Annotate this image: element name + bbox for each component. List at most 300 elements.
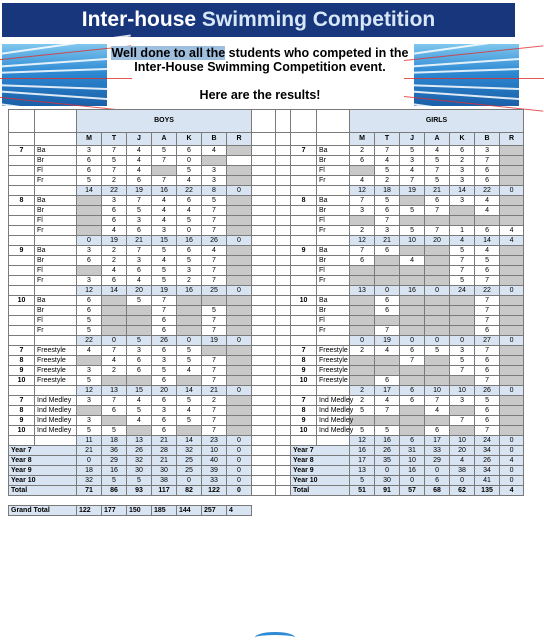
score-cell: 117	[152, 486, 177, 496]
table-row	[9, 146, 524, 156]
gap-cell	[252, 256, 276, 266]
score-cell	[227, 196, 252, 206]
score-cell: 5	[425, 346, 450, 356]
event-cell: Br	[35, 256, 77, 266]
score-cell	[202, 346, 227, 356]
score-cell: 2	[350, 146, 375, 156]
score-cell: 0	[425, 286, 450, 296]
grand-total-cell: 257	[202, 506, 227, 516]
table-row	[9, 206, 524, 216]
score-cell: 19	[102, 236, 127, 246]
score-cell: 2	[102, 366, 127, 376]
gap-cell	[252, 266, 276, 276]
score-cell	[500, 216, 524, 226]
score-cell	[500, 246, 524, 256]
year-cell: 8	[9, 356, 35, 366]
year-cell	[9, 156, 35, 166]
score-cell: 6	[475, 176, 500, 186]
gap-cell	[276, 146, 291, 156]
score-cell	[375, 356, 400, 366]
table-row	[9, 456, 524, 466]
score-cell: 6	[152, 326, 177, 336]
score-cell	[450, 376, 475, 386]
score-cell: 4	[500, 486, 524, 496]
gap-cell	[252, 446, 276, 456]
gap-cell	[276, 326, 291, 336]
table-row	[9, 216, 524, 226]
score-cell: 0	[227, 456, 252, 466]
house-heading: A	[425, 133, 450, 146]
score-cell: 6	[475, 226, 500, 236]
score-cell	[500, 326, 524, 336]
score-cell: 7	[202, 356, 227, 366]
score-cell: 5	[202, 306, 227, 316]
score-cell: 15	[152, 236, 177, 246]
table-row	[9, 156, 524, 166]
score-cell: 6	[375, 306, 400, 316]
table-row	[9, 266, 524, 276]
year-label: Year 8	[291, 456, 350, 466]
score-cell: 4	[102, 356, 127, 366]
score-cell: 19	[202, 336, 227, 346]
score-cell	[425, 306, 450, 316]
score-cell: 16	[177, 286, 202, 296]
score-cell	[400, 306, 425, 316]
score-cell	[202, 156, 227, 166]
year-label: Year 9	[291, 466, 350, 476]
score-cell: 7	[202, 406, 227, 416]
score-cell: 20	[450, 446, 475, 456]
gap-cell	[276, 396, 291, 406]
score-cell	[127, 316, 152, 326]
event-cell: Fr	[317, 326, 350, 336]
score-cell: 15	[127, 386, 152, 396]
score-cell: 5	[177, 346, 202, 356]
score-cell: 4	[102, 266, 127, 276]
table-row	[9, 296, 524, 306]
score-cell	[177, 426, 202, 436]
gap-cell	[276, 166, 291, 176]
swimming-pool-image-left	[2, 44, 107, 106]
score-cell: 4	[152, 196, 177, 206]
total-blank	[291, 236, 317, 246]
score-cell	[102, 376, 127, 386]
girls-heading: GIRLS	[350, 110, 524, 133]
score-cell	[425, 216, 450, 226]
gap-cell	[276, 156, 291, 166]
total-label: Total	[291, 486, 350, 496]
score-cell	[425, 366, 450, 376]
gap-cell	[252, 366, 276, 376]
score-cell: 7	[152, 306, 177, 316]
year-cell: 10	[9, 376, 35, 386]
table-row	[9, 316, 524, 326]
house-heading: M	[77, 133, 102, 146]
house-heading: K	[450, 133, 475, 146]
score-cell: 0	[450, 476, 475, 486]
score-cell	[127, 426, 152, 436]
score-cell: 10	[202, 446, 227, 456]
score-cell: 3	[77, 416, 102, 426]
score-cell: 22	[77, 336, 102, 346]
table-row	[9, 396, 524, 406]
score-cell: 6	[350, 256, 375, 266]
score-cell	[227, 156, 252, 166]
score-cell: 5	[350, 476, 375, 486]
score-cell: 6	[177, 196, 202, 206]
score-cell: 0	[177, 336, 202, 346]
score-cell: 0	[400, 336, 425, 346]
score-cell: 2	[202, 396, 227, 406]
gap-cell	[276, 416, 291, 426]
score-cell: 7	[425, 226, 450, 236]
score-cell: 3	[450, 176, 475, 186]
score-cell: 6	[127, 266, 152, 276]
house-heading: T	[102, 133, 127, 146]
score-cell: 7	[475, 296, 500, 306]
score-cell: 5	[400, 226, 425, 236]
event-cell: Ind Medley	[317, 426, 350, 436]
gap-cell	[276, 216, 291, 226]
score-cell: 6	[177, 246, 202, 256]
score-cell: 5	[375, 166, 400, 176]
total-blank	[291, 436, 317, 446]
score-cell: 5	[177, 216, 202, 226]
event-cell: Freestyle	[35, 376, 77, 386]
score-cell: 7	[425, 396, 450, 406]
score-cell	[77, 216, 102, 226]
score-cell	[227, 316, 252, 326]
score-cell: 32	[77, 476, 102, 486]
intro-line2: Inter-House Swimming Competition event.	[134, 60, 386, 74]
score-cell: 7	[202, 366, 227, 376]
table-row	[9, 366, 524, 376]
score-cell	[227, 326, 252, 336]
score-cell	[350, 216, 375, 226]
gap-cell	[276, 176, 291, 186]
score-cell: 7	[400, 176, 425, 186]
score-cell: 7	[475, 376, 500, 386]
score-cell	[500, 196, 524, 206]
score-cell: 0	[500, 336, 524, 346]
score-cell	[227, 306, 252, 316]
score-cell: 5	[425, 156, 450, 166]
score-cell: 22	[475, 186, 500, 196]
score-cell: 6	[375, 296, 400, 306]
table-header-row	[9, 110, 524, 133]
score-cell: 5	[375, 196, 400, 206]
gap-cell	[276, 296, 291, 306]
table-row	[9, 276, 524, 286]
score-cell: 4	[202, 246, 227, 256]
score-cell: 3	[152, 226, 177, 236]
gap-cell	[252, 396, 276, 406]
score-cell: 7	[202, 226, 227, 236]
score-cell: 6	[127, 356, 152, 366]
table-row	[9, 376, 524, 386]
score-cell	[350, 306, 375, 316]
grand-total-cell: 122	[77, 506, 102, 516]
header-blank	[35, 133, 77, 146]
score-cell	[227, 216, 252, 226]
score-cell: 93	[127, 486, 152, 496]
score-cell: 7	[202, 216, 227, 226]
total-blank	[317, 436, 350, 446]
score-cell: 26	[202, 236, 227, 246]
year-cell	[9, 216, 35, 226]
score-cell: 6	[425, 196, 450, 206]
score-cell: 7	[450, 416, 475, 426]
year-cell	[9, 266, 35, 276]
score-cell: 41	[475, 476, 500, 486]
score-cell	[350, 326, 375, 336]
score-cell: 7	[375, 406, 400, 416]
score-cell	[375, 416, 400, 426]
gap-cell	[276, 486, 291, 496]
table-row	[9, 166, 524, 176]
score-cell: 30	[152, 466, 177, 476]
score-cell: 5	[102, 426, 127, 436]
score-cell: 6	[77, 296, 102, 306]
score-cell: 7	[127, 196, 152, 206]
year-cell	[9, 226, 35, 236]
score-cell	[350, 356, 375, 366]
table-row	[9, 336, 524, 346]
score-cell: 14	[177, 436, 202, 446]
score-cell: 7	[375, 216, 400, 226]
year-cell	[9, 166, 35, 176]
score-cell: 0	[227, 486, 252, 496]
score-cell: 13	[127, 436, 152, 446]
table-row	[9, 326, 524, 336]
total-blank	[9, 186, 35, 196]
score-cell	[177, 296, 202, 306]
score-cell: 31	[400, 446, 425, 456]
gap-cell	[252, 466, 276, 476]
event-cell: Freestyle	[35, 356, 77, 366]
score-cell	[500, 156, 524, 166]
header-blank	[9, 110, 35, 133]
score-cell	[227, 406, 252, 416]
year-cell: 8	[291, 406, 317, 416]
score-cell: 7	[475, 156, 500, 166]
score-cell: 6	[102, 206, 127, 216]
gap-cell	[252, 306, 276, 316]
score-cell: 7	[202, 326, 227, 336]
score-cell	[350, 266, 375, 276]
score-cell: 16	[152, 186, 177, 196]
score-cell	[500, 356, 524, 366]
filler-cell	[252, 506, 524, 516]
gap-cell	[276, 246, 291, 256]
score-cell: 3	[400, 156, 425, 166]
score-cell	[227, 426, 252, 436]
score-cell: 4	[77, 346, 102, 356]
score-cell: 5	[450, 246, 475, 256]
score-cell: 7	[450, 366, 475, 376]
score-cell: 3	[102, 196, 127, 206]
intro-text	[110, 46, 410, 102]
score-cell: 5	[102, 156, 127, 166]
score-cell: 6	[77, 306, 102, 316]
score-cell: 0	[500, 436, 524, 446]
gap-cell	[252, 286, 276, 296]
year-cell: 7	[291, 346, 317, 356]
year-cell	[291, 276, 317, 286]
score-cell: 17	[350, 456, 375, 466]
score-cell: 7	[202, 376, 227, 386]
table-row	[9, 476, 524, 486]
score-cell: 0	[500, 466, 524, 476]
year-cell: 8	[291, 356, 317, 366]
score-cell: 10	[400, 456, 425, 466]
year-cell	[291, 156, 317, 166]
house-heading: J	[400, 133, 425, 146]
year-cell	[291, 266, 317, 276]
score-cell: 6	[350, 156, 375, 166]
score-cell	[102, 306, 127, 316]
score-cell	[227, 226, 252, 236]
header-gap	[276, 110, 291, 133]
year-cell	[291, 226, 317, 236]
score-cell	[425, 326, 450, 336]
swimming-pool-image-right	[414, 44, 519, 106]
score-cell: 5	[177, 166, 202, 176]
score-cell	[425, 416, 450, 426]
gap-cell	[276, 366, 291, 376]
score-cell: 0	[177, 156, 202, 166]
house-heading: B	[202, 133, 227, 146]
score-cell: 2	[350, 396, 375, 406]
score-cell: 22	[475, 286, 500, 296]
total-blank	[9, 286, 35, 296]
score-cell	[450, 216, 475, 226]
score-cell	[500, 206, 524, 216]
score-cell: 16	[400, 466, 425, 476]
year-cell	[291, 206, 317, 216]
score-cell	[425, 356, 450, 366]
score-cell: 6	[127, 366, 152, 376]
gap-cell	[252, 476, 276, 486]
score-cell: 3	[450, 346, 475, 356]
score-cell: 6	[152, 396, 177, 406]
year-cell	[291, 256, 317, 266]
score-cell: 38	[450, 466, 475, 476]
house-heading: J	[127, 133, 152, 146]
gap-cell	[276, 206, 291, 216]
score-cell: 12	[350, 186, 375, 196]
score-cell: 7	[102, 396, 127, 406]
gap-cell	[276, 436, 291, 446]
score-cell: 26	[475, 456, 500, 466]
score-cell	[425, 246, 450, 256]
score-cell: 5	[475, 396, 500, 406]
score-cell: 26	[375, 446, 400, 456]
header-gap	[276, 133, 291, 146]
header-blank	[9, 133, 35, 146]
score-cell	[227, 206, 252, 216]
total-blank	[9, 336, 35, 346]
score-cell: 27	[475, 336, 500, 346]
score-cell: 51	[350, 486, 375, 496]
score-cell: 2	[102, 176, 127, 186]
score-cell: 14	[475, 236, 500, 246]
event-cell: Br	[317, 256, 350, 266]
score-cell: 6	[152, 426, 177, 436]
header-blank	[291, 110, 317, 133]
score-cell: 4	[450, 236, 475, 246]
table-row	[9, 346, 524, 356]
table-row	[9, 226, 524, 236]
score-cell: 4	[127, 166, 152, 176]
score-cell: 4	[177, 206, 202, 216]
score-cell	[227, 366, 252, 376]
score-cell: 19	[375, 336, 400, 346]
year-cell: 8	[291, 196, 317, 206]
score-cell	[450, 406, 475, 416]
gap-cell	[252, 296, 276, 306]
score-cell: 0	[77, 236, 102, 246]
score-cell: 6	[152, 316, 177, 326]
event-cell: Fl	[317, 266, 350, 276]
table-row	[9, 486, 524, 496]
score-cell: 4	[152, 206, 177, 216]
score-cell: 7	[425, 206, 450, 216]
grand-total-cell: 144	[177, 506, 202, 516]
score-cell: 4	[425, 406, 450, 416]
gap-cell	[276, 426, 291, 436]
gap-cell	[252, 346, 276, 356]
event-cell: Ind Medley	[317, 406, 350, 416]
gap-cell	[276, 256, 291, 266]
score-cell: 26	[475, 386, 500, 396]
score-cell	[400, 246, 425, 256]
score-cell: 3	[450, 396, 475, 406]
event-cell: Fl	[35, 266, 77, 276]
event-cell: Fr	[317, 176, 350, 186]
score-cell	[227, 276, 252, 286]
score-cell	[500, 316, 524, 326]
score-cell	[400, 266, 425, 276]
score-cell: 3	[450, 166, 475, 176]
score-cell	[102, 416, 127, 426]
score-cell: 12	[77, 386, 102, 396]
score-cell: 5	[152, 246, 177, 256]
gap-cell	[276, 226, 291, 236]
table-row	[9, 406, 524, 416]
score-cell: 6	[152, 376, 177, 386]
gap-cell	[276, 186, 291, 196]
event-cell: Freestyle	[317, 356, 350, 366]
score-cell: 4	[375, 156, 400, 166]
header-blank	[291, 133, 317, 146]
score-cell: 29	[102, 456, 127, 466]
score-cell: 39	[202, 466, 227, 476]
year-cell: 7	[9, 396, 35, 406]
score-cell: 30	[375, 476, 400, 486]
score-cell: 12	[350, 436, 375, 446]
score-cell	[177, 306, 202, 316]
gap-cell	[276, 196, 291, 206]
score-cell: 5	[77, 316, 102, 326]
score-cell: 6	[152, 346, 177, 356]
event-cell: Fl	[35, 166, 77, 176]
score-cell	[375, 366, 400, 376]
score-cell	[227, 296, 252, 306]
score-cell: 3	[152, 356, 177, 366]
score-cell	[177, 316, 202, 326]
score-cell: 34	[475, 466, 500, 476]
